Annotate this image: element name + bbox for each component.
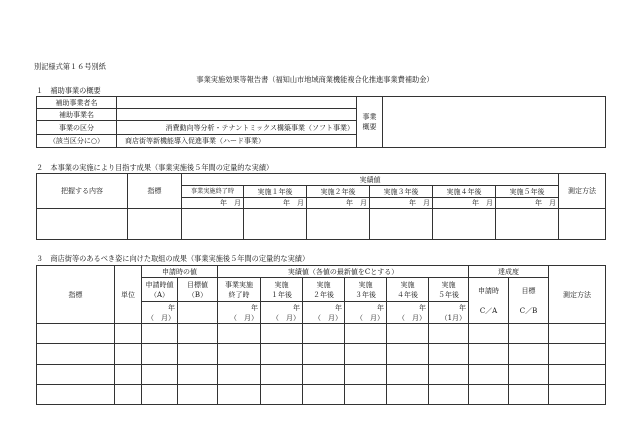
year-label: 年: [419, 303, 426, 312]
project-name-label: 補助事業名: [37, 109, 117, 121]
end-line-2: 終了時: [228, 290, 250, 299]
entry-cell[interactable]: [303, 344, 345, 364]
value-cell[interactable]: [496, 209, 559, 240]
period-header: 事業実施終了時: [182, 186, 244, 198]
target-value-line-2: （B）: [187, 290, 208, 299]
after-date-cell: [387, 302, 429, 324]
entry-cell[interactable]: [469, 384, 509, 404]
entry-cell[interactable]: [429, 324, 469, 344]
entry-cell[interactable]: [261, 384, 303, 404]
period-header: 実施４年後: [433, 186, 496, 198]
value-cell[interactable]: [433, 209, 496, 240]
overview-label-line-1: 事業: [362, 113, 377, 121]
overview-field[interactable]: [383, 97, 606, 148]
entry-cell[interactable]: [549, 344, 606, 364]
end-line-1: 事業実施: [225, 280, 253, 289]
entry-cell[interactable]: [178, 364, 218, 384]
value-cell[interactable]: [370, 209, 433, 240]
applicant-name-label: 補助事業者名: [37, 97, 117, 109]
section-2-heading: ２ 本事業の実施により目指す成果（事業実施後５年間の定量的な実績）: [36, 163, 274, 172]
ratio-cb: C／B: [519, 306, 538, 315]
month-label: （ 月）: [356, 313, 384, 322]
entry-cell[interactable]: [37, 344, 115, 364]
after-line-1: 実施: [400, 280, 415, 289]
entry-cell[interactable]: [387, 324, 429, 344]
page-title: 事業実施効果等報告書（福知山市地域商業機能複合化推進事業費補助金）: [196, 75, 434, 84]
month-label: （ 月）: [230, 313, 258, 322]
section-1-heading: １ 補助事業の概要: [36, 86, 101, 95]
value-cell[interactable]: [244, 209, 307, 240]
target-value-header: [178, 278, 218, 302]
after-line-1: 実施: [274, 280, 289, 289]
actual-value-header: 実績値: [182, 174, 559, 186]
method-header: 測定方法: [559, 174, 606, 209]
s3-indicator-header: 指標: [37, 266, 115, 324]
entry-cell[interactable]: [115, 384, 142, 404]
entry-cell[interactable]: [261, 324, 303, 344]
entry-cell[interactable]: [261, 364, 303, 384]
after-line-2: ３年後: [355, 290, 376, 299]
indicator-cell[interactable]: [128, 209, 182, 240]
entry-cell[interactable]: [469, 364, 509, 384]
content-header: 把握する内容: [37, 174, 128, 209]
value-cell[interactable]: [307, 209, 370, 240]
s3-unit-header: 単位: [115, 266, 142, 324]
apply-value-line-2: （A）: [149, 290, 170, 299]
after-line-1: 実施: [316, 280, 331, 289]
entry-cell[interactable]: [142, 384, 178, 404]
category-label: 事業の区分: [37, 121, 117, 134]
after-date-cell: [303, 302, 345, 324]
year-label: 年: [251, 303, 258, 312]
after-line-2: ４年後: [397, 290, 418, 299]
achieve-apply-header: [469, 278, 509, 324]
year-month-label: 年 月: [496, 198, 559, 209]
after-line-2: ５年後: [438, 290, 460, 299]
project-name-field[interactable]: [117, 109, 357, 121]
achievement-header: 達成度: [469, 266, 549, 278]
category-option-hard[interactable]: [117, 134, 357, 147]
entry-cell[interactable]: [345, 364, 387, 384]
s3-method-header: 測定方法: [549, 266, 606, 324]
year-month-label: 年 月: [307, 198, 370, 209]
entry-cell[interactable]: [429, 364, 469, 384]
entry-cell[interactable]: [37, 324, 115, 344]
period-header: 実施５年後: [496, 186, 559, 198]
year-label: 年: [168, 303, 175, 312]
project-overview-table: [36, 96, 606, 148]
year-label: 年: [335, 303, 342, 312]
entry-cell[interactable]: [142, 324, 178, 344]
entry-cell[interactable]: [469, 324, 509, 344]
section-3-heading: ３ 商店街等のあるべき姿に向けた取組の成果（事業実施後５年間の定量的な実績）: [36, 254, 310, 263]
entry-cell[interactable]: [178, 344, 218, 364]
year-label: 年: [377, 303, 384, 312]
entry-cell[interactable]: [142, 344, 178, 364]
month-label: （ 月）: [272, 313, 300, 322]
entry-cell[interactable]: [115, 324, 142, 344]
entry-cell[interactable]: [345, 344, 387, 364]
entry-cell[interactable]: [429, 384, 469, 404]
initiative-results-table: [36, 265, 606, 405]
after-date-cell: [261, 302, 303, 324]
month-label: （ 月）: [398, 313, 426, 322]
entry-cell[interactable]: [387, 364, 429, 384]
s3-actual-header: 実績値（各値の最新値をCとする）: [218, 266, 469, 278]
year-label: 年: [459, 303, 467, 312]
entry-cell[interactable]: [549, 324, 606, 344]
month-label: （ 月）: [314, 313, 342, 322]
year-month-label: 年 月: [182, 198, 244, 209]
entry-cell[interactable]: [509, 364, 549, 384]
ratio-ca: C／A: [479, 306, 498, 315]
value-cell[interactable]: [182, 209, 244, 240]
year-month-label: 年 月: [244, 198, 307, 209]
entry-cell[interactable]: [261, 344, 303, 364]
month-label: （ 月）: [147, 313, 175, 322]
after-year-header: [303, 278, 345, 302]
entry-cell[interactable]: [303, 384, 345, 404]
achieve-target-label: 目標: [521, 286, 536, 295]
entry-cell[interactable]: [469, 344, 509, 364]
apply-value-line-1: 申請時値: [145, 280, 174, 289]
month-label: （1月）: [440, 313, 467, 322]
target-value-line-1: 目標値: [187, 280, 208, 289]
overview-label-line-2: 概要: [362, 123, 377, 131]
apply-value-header: [142, 278, 178, 302]
entry-cell[interactable]: [218, 344, 261, 364]
period-header: 実施２年後: [307, 186, 370, 198]
end-of-project-header: [218, 278, 261, 302]
entry-cell[interactable]: [115, 364, 142, 384]
category-option-soft[interactable]: 消費動向等分析・テナントミックス構築事業（ソフト事業）: [117, 121, 357, 134]
after-date-cell: [429, 302, 469, 324]
entry-cell[interactable]: [115, 344, 142, 364]
entry-cell[interactable]: [345, 384, 387, 404]
period-header: 実施１年後: [244, 186, 307, 198]
year-label: 年: [293, 303, 300, 312]
entry-cell[interactable]: [549, 384, 606, 404]
entry-cell[interactable]: [37, 384, 115, 404]
entry-cell[interactable]: [218, 364, 261, 384]
after-line-2: １年後: [271, 290, 292, 299]
year-month-label: 年 月: [433, 198, 496, 209]
entry-cell[interactable]: [178, 384, 218, 404]
entry-cell[interactable]: [37, 364, 115, 384]
entry-cell[interactable]: [509, 324, 549, 344]
entry-cell[interactable]: [218, 324, 261, 344]
after-year-header: [345, 278, 387, 302]
category-note: （該当区分に○）: [37, 134, 117, 147]
after-year-header: [429, 278, 469, 302]
year-month-label: 年 月: [370, 198, 433, 209]
form-id: 別記様式第１６号別紙: [34, 62, 106, 71]
overview-label: [357, 97, 383, 148]
target-date-cell: [178, 302, 218, 324]
target-results-table: [36, 173, 606, 240]
content-cell[interactable]: [37, 209, 128, 240]
entry-cell[interactable]: [429, 344, 469, 364]
end-date-cell: [218, 302, 261, 324]
method-cell[interactable]: [559, 209, 606, 240]
applicant-name-field[interactable]: [117, 97, 357, 109]
entry-cell[interactable]: [549, 364, 606, 384]
achieve-apply-label: 申請時: [478, 286, 500, 295]
entry-cell[interactable]: [178, 324, 218, 344]
entry-cell[interactable]: [509, 384, 549, 404]
after-date-cell: [345, 302, 387, 324]
entry-cell[interactable]: [142, 364, 178, 384]
entry-cell[interactable]: [303, 324, 345, 344]
after-year-header: [387, 278, 429, 302]
entry-cell[interactable]: [387, 384, 429, 404]
entry-cell[interactable]: [303, 364, 345, 384]
entry-cell[interactable]: [509, 344, 549, 364]
after-line-1: 実施: [441, 280, 456, 289]
entry-cell[interactable]: [387, 344, 429, 364]
category-option-hard-label: 商店街等新機能導入促進事業（ハード事業）: [125, 136, 265, 145]
after-line-2: ２年後: [313, 290, 334, 299]
entry-cell[interactable]: [218, 384, 261, 404]
indicator-header: 指標: [128, 174, 182, 209]
achieve-target-header: [509, 278, 549, 324]
after-line-1: 実施: [358, 280, 373, 289]
after-year-header: [261, 278, 303, 302]
entry-cell[interactable]: [345, 324, 387, 344]
period-header: 実施３年後: [370, 186, 433, 198]
apply-date-cell: [142, 302, 178, 324]
at-application-header: 申請時の値: [142, 266, 218, 278]
